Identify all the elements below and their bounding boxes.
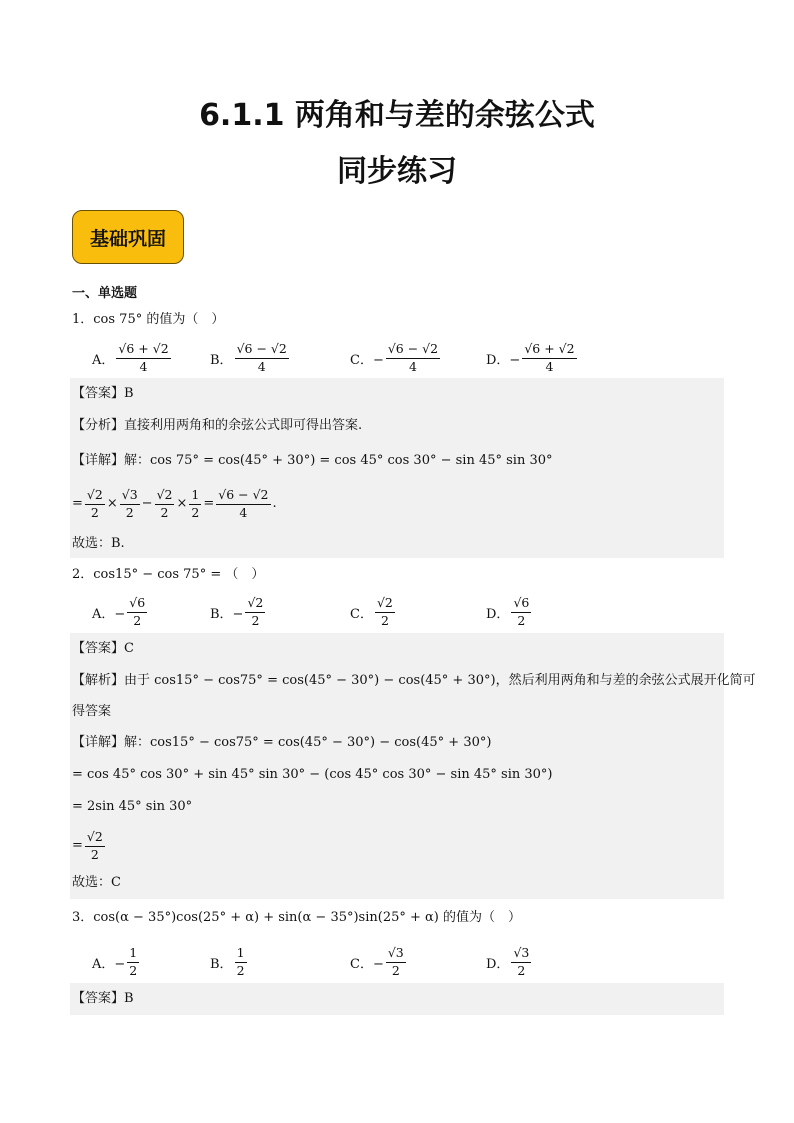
option-label: B．: [210, 352, 233, 368]
denominator: 4: [239, 505, 248, 520]
q2-stem: 2．cos15° − cos 75° = （ ）: [72, 567, 265, 582]
numerator: √6 − √2: [216, 487, 270, 505]
fraction: [85, 487, 105, 521]
q1-analysis: 【分析】直接利用两角和的余弦公式即可得出答案.: [72, 418, 363, 433]
numerator: 1: [189, 487, 201, 505]
denominator: 2: [391, 963, 400, 978]
numerator: 1: [235, 945, 247, 963]
numerator: √2: [85, 487, 105, 505]
numerator: √6 + √2: [116, 341, 170, 359]
section-badge: 基础巩固: [72, 210, 184, 264]
q3-option-a[interactable]: [92, 942, 141, 982]
numerator: √6: [127, 595, 147, 613]
numerator: √3: [386, 945, 406, 963]
q2-step-2: = 2sin 45° sin 30°: [72, 799, 193, 814]
denominator: 4: [545, 359, 554, 374]
q2-option-a[interactable]: [92, 592, 149, 632]
fraction: [216, 487, 270, 521]
q2-analysis-cont: 得答案: [72, 704, 112, 719]
denominator: 4: [139, 359, 148, 374]
fraction: [85, 829, 105, 863]
fraction: [375, 595, 395, 629]
section-heading: 一、单选题: [72, 286, 138, 301]
denominator: 2: [236, 963, 245, 978]
equals-sign: =: [72, 496, 83, 511]
option-label: A．−: [92, 606, 126, 622]
option-label: C．: [350, 606, 373, 622]
q3-stem: 3．cos(α − 35°)cos(25° + α) + sin(α − 35°)sin(25° + α) 的值为（ ）: [72, 910, 522, 925]
numerator: √2: [85, 829, 105, 847]
q1-option-c[interactable]: [350, 338, 442, 378]
denominator: 4: [409, 359, 417, 374]
numerator: √6 − √2: [235, 341, 289, 359]
denominator: 2: [517, 613, 526, 628]
q2-step-3: [72, 826, 107, 866]
fraction: [120, 487, 140, 521]
fraction: [127, 595, 147, 629]
q1-choice: 故选：B.: [72, 536, 125, 551]
q3-options: [92, 942, 722, 982]
option-label: A．−: [92, 956, 126, 972]
q3-option-d[interactable]: [486, 942, 533, 982]
q2-option-d[interactable]: [486, 592, 533, 632]
denominator: 2: [251, 613, 260, 628]
period: .: [272, 496, 277, 511]
equals-sign: =: [72, 838, 83, 853]
q2-answer: 【答案】C: [72, 641, 134, 656]
fraction: [116, 341, 170, 375]
fraction: [245, 595, 265, 629]
q3-option-c[interactable]: [350, 942, 408, 982]
numerator: √2: [245, 595, 265, 613]
fraction: [235, 945, 247, 979]
denominator: 2: [160, 505, 169, 520]
q2-choice: 故选：C: [72, 875, 121, 890]
times-sign: ×: [106, 496, 118, 511]
q2-step-1: = cos 45° cos 30° + sin 45° sin 30° − (cos 45° cos 30° − sin 45° sin 30°): [72, 767, 553, 782]
q2-option-b[interactable]: [210, 592, 267, 632]
numerator: √2: [155, 487, 175, 505]
numerator: √3: [511, 945, 531, 963]
denominator: 2: [90, 847, 99, 862]
option-label: D．−: [486, 352, 521, 368]
fraction: [386, 945, 406, 979]
minus-sign: −: [141, 496, 153, 511]
fraction: [155, 487, 175, 521]
fraction: [235, 341, 289, 375]
q3-answer: 【答案】B: [72, 991, 134, 1006]
fraction: [522, 341, 576, 375]
option-label: B．: [210, 956, 233, 972]
option-label: D．: [486, 956, 510, 972]
option-label: B．−: [210, 606, 244, 622]
page-subtitle: 同步练习: [337, 154, 457, 189]
q1-options: [92, 338, 722, 378]
denominator: 2: [129, 963, 138, 978]
fraction: [511, 945, 531, 979]
fraction: [511, 595, 531, 629]
fraction: [189, 487, 201, 521]
q1-step: [72, 484, 277, 524]
numerator: √6 − √2: [386, 341, 440, 359]
equals-sign: =: [203, 496, 215, 511]
denominator: 2: [517, 963, 526, 978]
option-label: C．−: [350, 352, 384, 368]
fraction: [386, 341, 440, 375]
q1-option-a[interactable]: [92, 338, 173, 378]
denominator: 2: [133, 613, 142, 628]
q3-solution-box: [70, 983, 724, 1015]
q1-answer: 【答案】B: [72, 386, 134, 401]
q1-option-b[interactable]: [210, 338, 291, 378]
q2-analysis: 【解析】由于 cos15° − cos75° = cos(45° − 30°) − cos(45° + 30°)，然后利用两角和与差的余弦公式展开化简可: [72, 673, 756, 688]
denominator: 2: [90, 505, 99, 520]
q2-option-c[interactable]: [350, 592, 397, 632]
fraction: [127, 945, 139, 979]
page-title: 6.1.1 两角和与差的余弦公式: [199, 98, 595, 133]
option-label: C．−: [350, 956, 384, 972]
denominator: 2: [191, 505, 200, 520]
numerator: √6 + √2: [522, 341, 576, 359]
denominator: 2: [125, 505, 134, 520]
numerator: √2: [375, 595, 395, 613]
q2-options: [92, 592, 722, 632]
times-sign: ×: [176, 496, 188, 511]
numerator: 1: [127, 945, 139, 963]
denominator: 2: [380, 613, 389, 628]
numerator: √6: [511, 595, 531, 613]
q1-detail: 【详解】解：cos 75° = cos(45° + 30°) = cos 45° cos 30° − sin 45° sin 30°: [72, 453, 553, 468]
q3-option-b[interactable]: [210, 942, 249, 982]
denominator: 4: [257, 359, 266, 374]
q1-stem: 1．cos 75° 的值为（ ）: [72, 312, 225, 327]
option-label: D．: [486, 606, 510, 622]
q2-detail: 【详解】解：cos15° − cos75° = cos(45° − 30°) − cos(45° + 30°): [72, 735, 492, 750]
numerator: √3: [120, 487, 140, 505]
q1-option-d[interactable]: [486, 338, 579, 378]
option-label: A．: [92, 352, 115, 368]
